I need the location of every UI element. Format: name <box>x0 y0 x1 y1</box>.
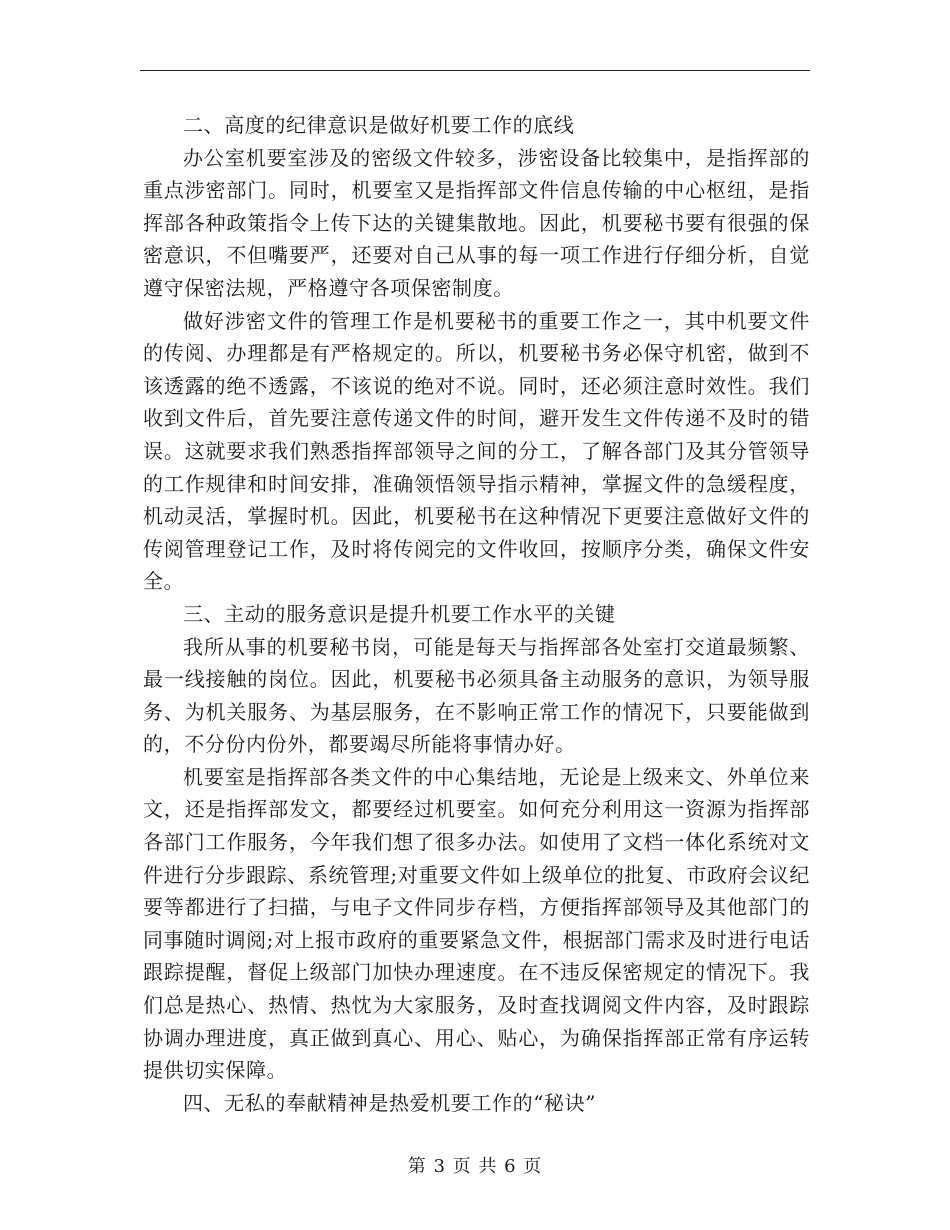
section-heading-3: 三、主动的服务意识是提升机要工作水平的关键 <box>183 601 616 626</box>
document-body <box>143 109 810 1119</box>
body-paragraph: 机要室是指挥部各类文件的中心集结地，无论是上级来文、外单位来文，还是指挥部发文，都要经过机要室。如何充分利用这一资源为指挥部各部门工作服务，今年我们想了很多办法。如使用了文档一体化系统对文件进行分步跟踪、系统管理;对重要文件如上级单位的批复、市政府会议纪要等都进行了扫描，与电子文件同步存档，方便指挥部领导及其他部门的同事随时调阅;对上报市政府的重要紧急文件，根据部门需求及时进行电话跟踪提醒，督促上级部门加快办理速度。在不违反保密规定的情况下。我们总是热心、热情、热忱为大家服务，及时查找调阅文件内容，及时跟踪协调办理进度，真正做到真心、用心、贴心，为确保指挥部正常有序运转提供切实保障。 <box>143 764 810 1083</box>
page-footer: 第 3 页 共 6 页 <box>407 1156 543 1177</box>
header-rule <box>140 70 810 71</box>
body-paragraph: 做好涉密文件的管理工作是机要秘书的重要工作之一，其中机要文件的传阅、办理都是有严格规定的。所以，机要秘书务必保守机密，做到不该透露的绝不透露，不该说的绝对不说。同时，还必须注意时效性。我们收到文件后，首先要注意传递文件的时间，避开发生文件传递不及时的错误。这就要求我们熟悉指挥部领导之间的分工，了解各部门及其分管领导的工作规律和时间安排，准确领悟领导指示精神，掌握文件的急缓程度，机动灵活，掌握时机。因此，机要秘书在这种情况下更要注意做好文件的传阅管理登记工作，及时将传阅完的文件收回，按顺序分类，确保文件安全。 <box>143 308 810 594</box>
body-paragraph: 我所从事的机要秘书岗，可能是每天与指挥部各处室打交道最频繁、最一线接触的岗位。因此，机要秘书必须具备主动服务的意识，为领导服务、为机关服务、为基层服务，在不影响正常工作的情况下，只要能做到的，不分份内份外，都要竭尽所能将事情办好。 <box>143 634 810 757</box>
body-paragraph: 办公室机要室涉及的密级文件较多，涉密设备比较集中，是指挥部的重点涉密部门。同时，机要室又是指挥部文件信息传输的中心枢纽，是指挥部各种政策指令上传下达的关键集散地。因此，机要秘书要有很强的保密意识，不但嘴要严，还要对自己从事的每一项工作进行仔细分析，自觉遵守保密法规，严格遵守各项保密制度。 <box>143 145 810 300</box>
section-heading-2: 二、高度的纪律意识是做好机要工作的底线 <box>183 113 575 137</box>
section-heading-4: 四、无私的奉献精神是热爱机要工作的“秘诀” <box>183 1090 597 1115</box>
